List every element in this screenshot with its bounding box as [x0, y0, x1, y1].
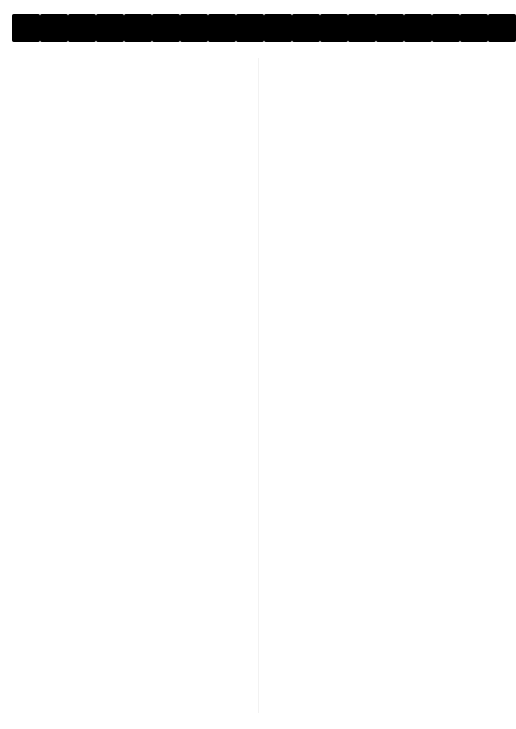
header-square: [376, 14, 404, 42]
header-square: [152, 14, 180, 42]
header-square: [292, 14, 320, 42]
header-square: [348, 14, 376, 42]
header-square: [208, 14, 236, 42]
text-block-left: [14, 58, 246, 713]
text-column-right: [270, 58, 502, 713]
header-square: [404, 14, 432, 42]
header-square: [236, 14, 264, 42]
header-squares: [12, 13, 504, 43]
header-square: [460, 14, 488, 42]
header-square: [488, 14, 516, 42]
header-square: [96, 14, 124, 42]
header-square: [264, 14, 292, 42]
header-square: [432, 14, 460, 42]
text-block-right: [270, 58, 502, 713]
page-fold: [258, 58, 259, 713]
header-square: [124, 14, 152, 42]
header-square: [40, 14, 68, 42]
header-square: [12, 14, 40, 42]
header-square: [68, 14, 96, 42]
header-square: [180, 14, 208, 42]
header-square: [320, 14, 348, 42]
text-column-left: [14, 58, 246, 713]
